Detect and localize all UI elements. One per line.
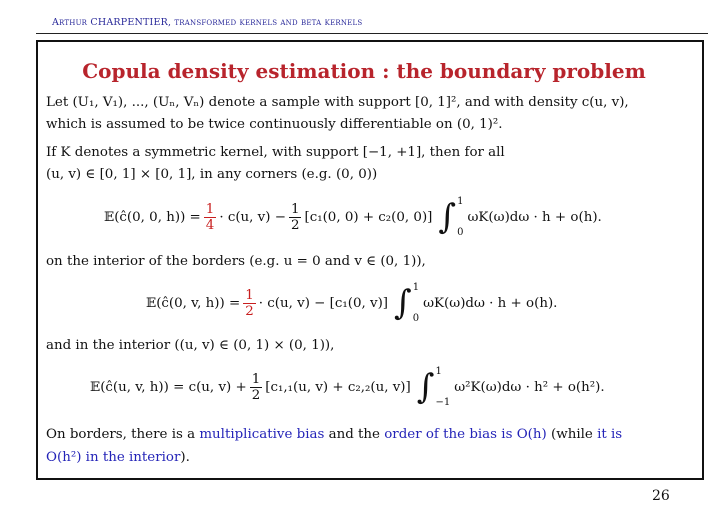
- integral-icon: ∫: [394, 283, 412, 323]
- para5-line2: [46, 448, 190, 468]
- para3: on the interior of the borders (e.g. u = 0 and v ∈ (0, 1)),: [46, 254, 426, 269]
- eq1-integral: [438, 196, 463, 238]
- para5-text3: (while: [546, 427, 598, 442]
- equation-interior: [90, 362, 605, 412]
- eq1-integrand: ωK(ω)dω · h + o(h).: [467, 209, 602, 225]
- eq3-frac-half: [250, 372, 263, 403]
- eq3-int-lower: −1: [435, 397, 451, 408]
- para5-text1: On borders, there is a: [46, 427, 200, 442]
- slide-title: Copula density estimation : the boundary problem: [82, 59, 646, 83]
- eq1-frac1-den: 4: [205, 217, 215, 233]
- equation-corner: [104, 192, 602, 242]
- eq3-frac1-num: 1: [251, 371, 261, 387]
- para5-text2: and the: [324, 427, 385, 442]
- eq1-int-upper: 1: [457, 196, 464, 207]
- running-header: [52, 17, 362, 28]
- header-rule: [36, 33, 708, 34]
- eq1-frac2-num: 1: [290, 201, 300, 217]
- para5-multiplicative-bias: multiplicative bias: [199, 427, 325, 442]
- eq2-lhs: 𝔼(ĉ(0, v, h)) =: [146, 295, 241, 311]
- eq3-integrand: ω²K(ω)dω · h² + o(h²).: [454, 379, 605, 395]
- eq3-int-upper: 1: [435, 366, 442, 377]
- eq2-integrand: ωK(ω)dω · h + o(h).: [423, 295, 558, 311]
- page-number: 26: [652, 488, 670, 504]
- equation-border: [146, 278, 557, 328]
- para5-line1: [46, 425, 622, 445]
- eq2-frac-half: [243, 288, 256, 319]
- para2-line1: If K denotes a symmetric kernel, with support [−1, +1], then for all: [46, 145, 505, 160]
- header-author: Arthur CHARPENTIER,: [52, 17, 172, 28]
- eq3-frac1-den: 2: [251, 387, 261, 403]
- eq2-int-upper: 1: [412, 282, 420, 293]
- integral-icon: ∫: [438, 197, 457, 237]
- para4: and in the interior ((u, v) ∈ (0, 1) × (0, 1)),: [46, 338, 335, 353]
- para1-line2: which is assumed to be twice continuously differentiable on (0, 1)².: [46, 117, 503, 132]
- eq1-frac2-den: 2: [290, 217, 300, 233]
- eq1-frac1-num: 1: [205, 201, 215, 217]
- header-subtitle: transformed kernels and beta kernels: [174, 17, 363, 28]
- eq1-frac-half: [289, 202, 302, 233]
- para5-it-is: it is: [597, 427, 623, 442]
- para5-interior-order: O(h²) in the interior: [46, 450, 181, 465]
- eq2-frac1-num: 1: [245, 287, 254, 303]
- eq1-bracket: [c₁(0, 0) + c₂(0, 0)]: [304, 209, 433, 225]
- para5-text4: ).: [180, 450, 190, 465]
- eq1-frac-quarter: [204, 202, 217, 233]
- eq1-int-lower: 0: [457, 227, 464, 238]
- eq2-integral: [394, 282, 419, 324]
- para1-line1: Let (U₁, V₁), ..., (Uₙ, Vₙ) denote a sample with support [0, 1]², and with density c(u, v),: [46, 95, 629, 110]
- eq3-integral: [417, 366, 450, 408]
- eq2-mid: · c(u, v) − [c₁(0, v)]: [258, 295, 389, 311]
- eq1-mid: · c(u, v) −: [219, 209, 286, 225]
- para2-line2: (u, v) ∈ [0, 1] × [0, 1], in any corners (e.g. (0, 0)): [46, 167, 378, 182]
- para5-order-of-bias: order of the bias is O(h): [384, 427, 547, 442]
- integral-icon: ∫: [416, 367, 435, 407]
- eq2-frac1-den: 2: [245, 303, 254, 319]
- eq3-lhs: 𝔼(ĉ(u, v, h)) = c(u, v) +: [90, 379, 247, 395]
- eq1-lhs: 𝔼(ĉ(0, 0, h)) =: [104, 209, 201, 225]
- eq2-int-lower: 0: [412, 313, 420, 324]
- eq3-bracket: [c₁,₁(u, v) + c₂,₂(u, v)]: [265, 379, 411, 395]
